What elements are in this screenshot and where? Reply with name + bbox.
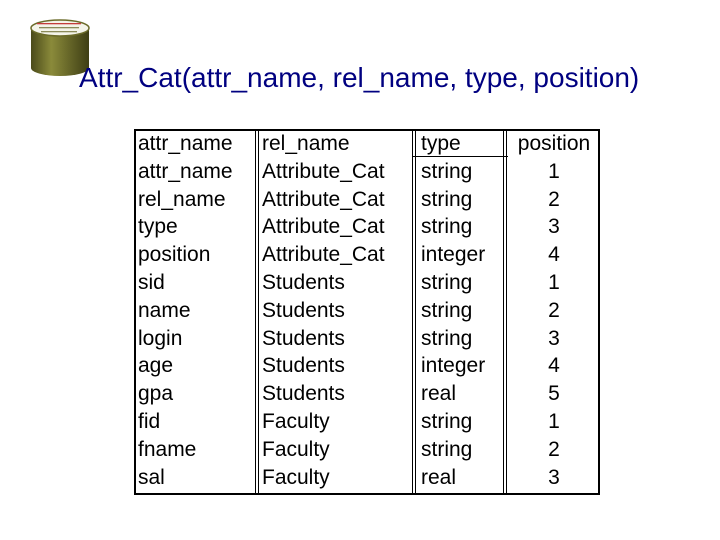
position-column [511,130,597,491]
table-cell-rel-name: Faculty [262,437,330,461]
table-cell-attr-name: type [138,215,178,239]
table-cell-rel-name: Students [262,382,345,406]
table-cell-type: string [421,159,473,183]
table-cell-position: 3 [548,326,560,350]
table-cell-attr-name: name [138,298,191,322]
table-cell-type: integer [421,243,486,267]
table-cell-type: string [421,215,473,239]
table-cell-type: string [421,270,473,294]
table-header-type: type [421,132,461,155]
attr-name-column [138,130,256,491]
table-cell-rel-name: Attribute_Cat [262,187,385,211]
table-cell-rel-name: Attribute_Cat [262,159,385,183]
table-cell-attr-name: sal [138,465,165,489]
table-cell-position: 2 [548,437,560,461]
table-cell-attr-name: fid [138,409,161,433]
table-cell-position: 1 [548,159,560,183]
table-cell-rel-name: Students [262,270,345,294]
table-cell-position: 1 [548,409,560,433]
table-header-rel-name: rel_name [262,132,350,155]
table-cell-type: string [421,187,473,211]
table-cell-type: string [421,437,473,461]
table-cell-type: string [421,409,473,433]
table-cell-position: 3 [548,465,560,489]
table-cell-rel-name: Faculty [262,465,330,489]
table-cell-attr-name: position [138,243,211,267]
table-cell-attr-name: sid [138,270,165,294]
table-cell-position: 2 [548,298,560,322]
table-cell-rel-name: Faculty [262,409,330,433]
table-cell-position: 4 [548,354,560,378]
table-cell-type: real [421,465,457,489]
table-cell-attr-name: login [138,326,183,350]
table-header-position: position [517,132,591,155]
table-cell-position: 4 [548,243,560,267]
table-cell-rel-name: Students [262,354,345,378]
table-cell-type: real [421,382,457,406]
table-cell-rel-name: Students [262,298,345,322]
type-column [421,130,505,491]
table-cell-rel-name: Attribute_Cat [262,243,385,267]
table-cell-attr-name: attr_name [138,159,233,183]
table-cell-type: string [421,326,473,350]
column-divider [412,129,416,495]
table-cell-type: string [421,298,473,322]
table-cell-attr-name: rel_name [138,187,226,211]
table-cell-position: 1 [548,270,560,294]
table-cell-type: integer [421,354,486,378]
slide-title: Attr_Cat(attr_name, rel_name, type, position) [79,62,640,93]
table-cell-attr-name: fname [138,437,197,461]
table-cell-attr-name: gpa [138,382,174,406]
table-cell-position: 3 [548,215,560,239]
table-cell-rel-name: Students [262,326,345,350]
table-cell-rel-name: Attribute_Cat [262,215,385,239]
table-cell-attr-name: age [138,354,174,378]
rel-name-column [262,130,410,491]
table-cell-position: 5 [548,382,560,406]
table-header-attr-name: attr_name [138,132,233,155]
table-cell-position: 2 [548,187,560,211]
